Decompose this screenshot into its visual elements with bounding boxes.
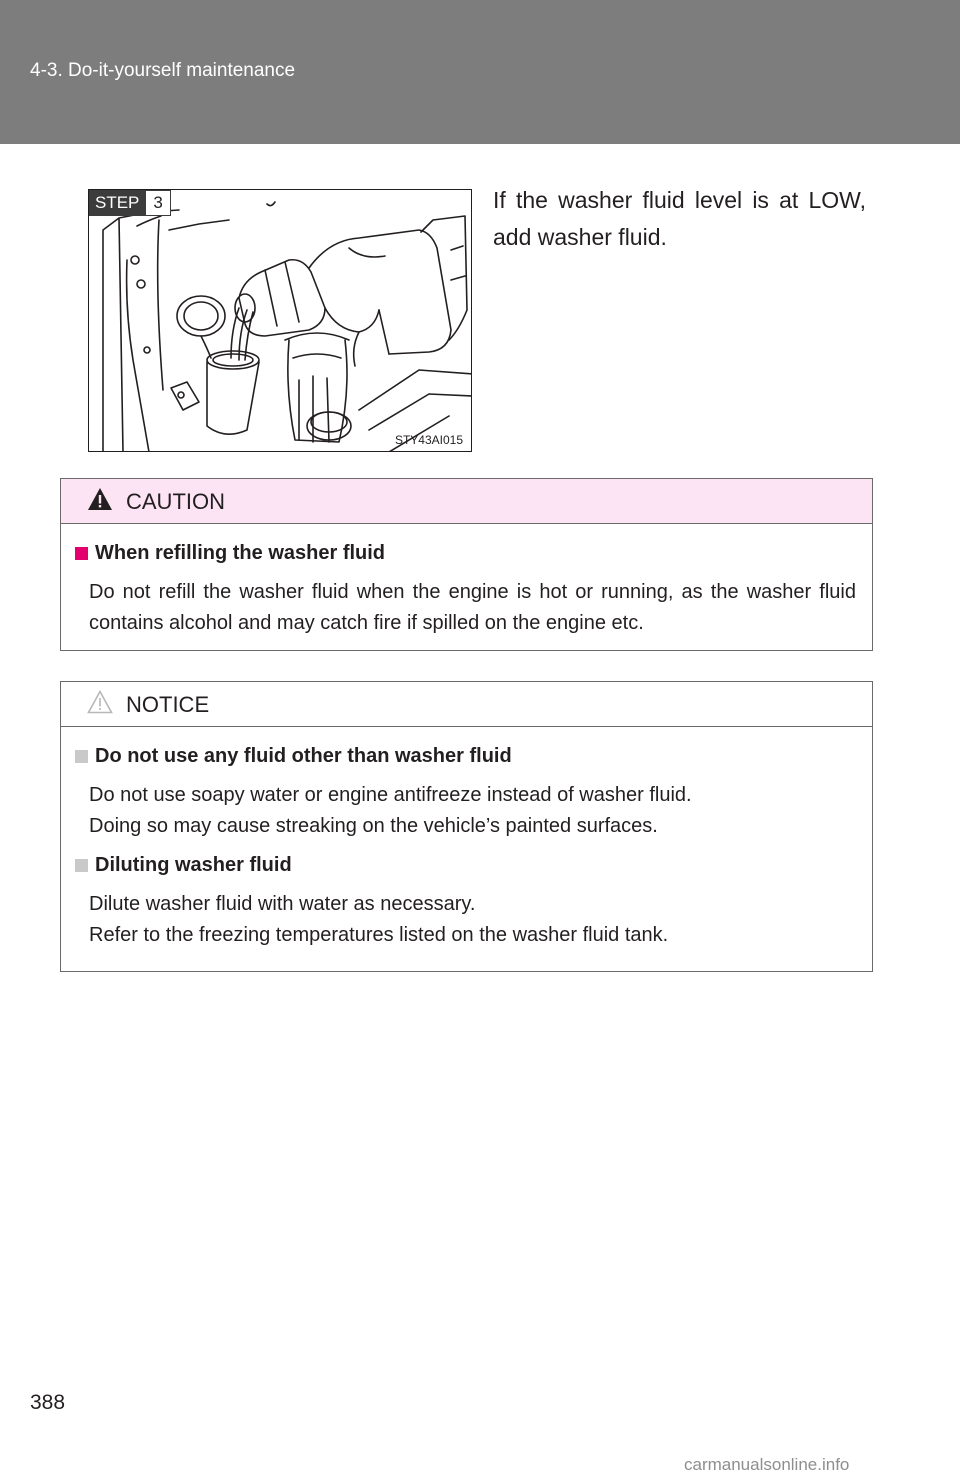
caution-body	[61, 524, 872, 639]
notice-box	[60, 681, 873, 972]
notice-item-line: Doing so may cause streaking on the vehicle’s painted surfaces.	[89, 815, 658, 837]
notice-triangle-icon	[87, 690, 113, 714]
caution-item-text: Do not refill the washer fluid when the engine is hot or running, as the washer fluid contains alcohol and may catch fire if spilled on the engine etc.	[89, 581, 856, 634]
step-number: 3	[145, 190, 170, 216]
square-bullet-icon	[75, 750, 88, 763]
notice-item-line: Dilute washer fluid with water as necessary.	[89, 893, 476, 915]
page-number: 388	[30, 1391, 66, 1414]
step-label: STEP	[89, 190, 145, 216]
watermark: carmanualsonline.info	[684, 1455, 850, 1474]
notice-item-heading	[75, 850, 856, 880]
caution-box	[60, 478, 873, 651]
warning-triangle-icon	[87, 487, 113, 511]
caution-header	[61, 479, 872, 524]
refill-drawing	[89, 190, 472, 452]
square-bullet-icon	[75, 859, 88, 872]
section-title: 4-3. Do-it-yourself maintenance	[30, 60, 296, 81]
caution-item-heading-text: When refilling the washer fluid	[95, 542, 386, 564]
notice-item-heading	[75, 741, 856, 771]
washer-fluid-illustration	[88, 189, 472, 452]
notice-item-heading-text: Do not use any fluid other than washer fluid	[95, 745, 512, 767]
notice-item-text	[75, 889, 856, 951]
notice-item-text	[75, 780, 856, 842]
caution-title: CAUTION	[126, 489, 225, 514]
notice-item-heading-text: Diluting washer fluid	[95, 854, 292, 876]
notice-body	[61, 727, 872, 951]
caution-item-heading	[75, 538, 856, 568]
notice-title: NOTICE	[126, 692, 210, 717]
step-instruction: If the washer fluid level is at LOW, add washer fluid.	[493, 187, 866, 250]
notice-item-line: Refer to the freezing temperatures listed on the washer fluid tank.	[89, 924, 669, 946]
figure-code: STY43AI015	[394, 433, 463, 447]
square-bullet-icon	[75, 547, 88, 560]
page-header	[0, 0, 960, 144]
notice-item-line: Do not use soapy water or engine antifreeze instead of washer fluid.	[89, 784, 692, 806]
notice-header	[61, 682, 872, 727]
step-badge	[89, 190, 171, 216]
